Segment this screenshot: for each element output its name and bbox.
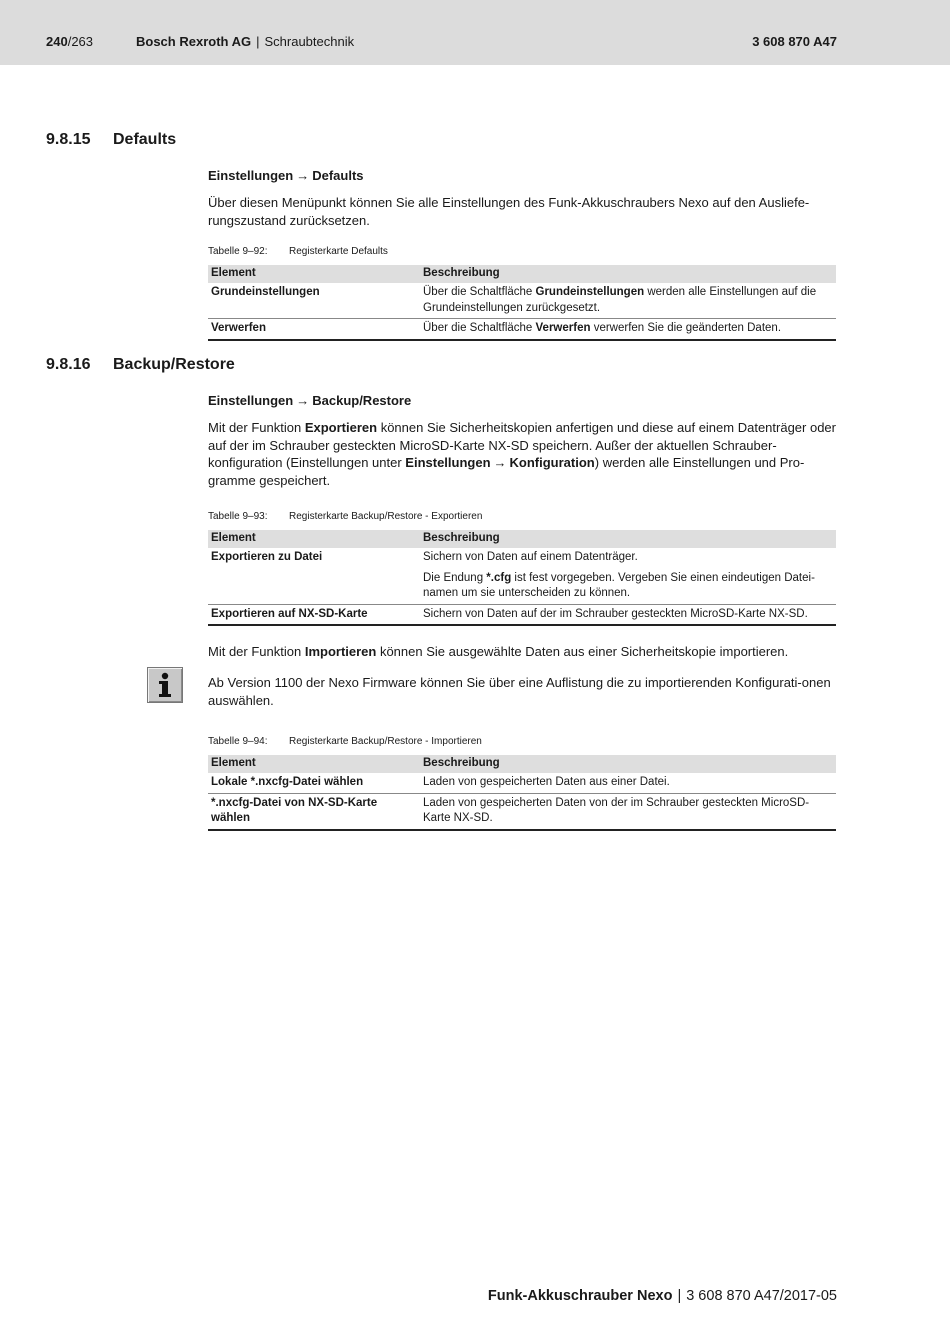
cell-element: *.nxcfg-Datei von NX-SD-Karte wählen xyxy=(211,796,378,824)
cell-description: Sichern von Daten auf einem Datenträger. Die Endung *.cfg ist fest vorgegeben. Vergeben Sie einen eindeutigen Datei-namen um sie unterscheiden zu können. xyxy=(420,548,836,604)
info-note: Ab Version 1100 der Nexo Firmware können Sie über eine Auflistung die zu importierenden Konfigurati-onen auswählen. xyxy=(208,675,831,708)
column-header-element: Element xyxy=(208,755,420,773)
import-paragraph: Mit der Funktion Importieren können Sie ausgewählte Daten aus einer Sicherheitskopie importieren. xyxy=(208,644,789,659)
cell-description: Über die Schaltfläche Verwerfen verwerfen Sie die geänderten Daten. xyxy=(423,322,782,334)
cell-element: Lokale *.nxcfg-Datei wählen xyxy=(208,773,420,793)
page-header xyxy=(0,0,950,65)
column-header-element: Element xyxy=(208,265,420,283)
cell-description: Laden von gespeicherten Daten von der im Schrauber gesteckten MicroSD-Karte NX-SD. xyxy=(423,796,810,824)
backup-intro: Mit der Funktion Exportieren können Sie Sicherheitskopien anfertigen und diese auf einem Datenträger oder auf der im Schrauber gesteckten MicroSD-Karte NX-SD speichern. Außer der aktuellen Schrauber-konfiguration (Einstellungen unter Einstellungen → Konfiguration) werden alle Einstellungen und Pro-gramme gespeichert. xyxy=(208,420,836,488)
table-caption-93: Tabelle 9–93: Registerkarte Backup/Restore - Exportieren xyxy=(208,511,483,522)
page-number: 240/263 xyxy=(46,34,94,49)
menu-path-backup-restore: Einstellungen → Backup/Restore xyxy=(208,393,412,408)
header-company: Bosch Rexroth AG | Schraubtechnik xyxy=(136,34,355,49)
header-doc-number: 3 608 870 A47 xyxy=(752,34,837,49)
table-caption-94: Tabelle 9–94: Registerkarte Backup/Restore - Importieren xyxy=(208,736,482,747)
table-header-row xyxy=(208,530,836,548)
table-header-row xyxy=(208,265,836,283)
table-import-wrap xyxy=(208,755,838,831)
section-heading-defaults: 9.8.15 Defaults xyxy=(46,131,177,148)
menu-path-defaults: Einstellungen → Defaults xyxy=(208,168,364,183)
cell-element: Exportieren auf NX-SD-Karte xyxy=(211,607,368,620)
table-defaults xyxy=(208,265,836,341)
cell-element: Exportieren zu Datei xyxy=(208,548,420,604)
cell-element: Grundeinstellungen xyxy=(208,283,420,319)
defaults-intro: Über diesen Menüpunkt können Sie alle Einstellungen des Funk-Akkuschraubers Nexo auf den Ausliefe-rungszustand zurücksetzen. xyxy=(208,195,810,228)
cell-description: Laden von gespeicherten Daten aus einer Datei. xyxy=(420,773,836,793)
cell-element: Verwerfen xyxy=(211,322,266,334)
table-defaults-wrap xyxy=(208,265,838,341)
page-footer: Funk-Akkuschrauber Nexo | 3 608 870 A47/2017-05 xyxy=(487,1288,837,1304)
table-header-row xyxy=(208,755,836,773)
cell-description: Über die Schaltfläche Grundeinstellungen werden alle Einstellungen auf die Grundeinstellungen zurückgesetzt. xyxy=(420,283,836,319)
table-import xyxy=(208,755,836,831)
info-icon xyxy=(147,667,183,703)
column-header-description: Beschreibung xyxy=(420,755,836,773)
cell-description: Sichern von Daten auf der im Schrauber gesteckten MicroSD-Karte NX-SD. xyxy=(423,607,808,620)
table-caption-92: Tabelle 9–92: Registerkarte Defaults xyxy=(208,246,388,257)
table-row xyxy=(208,548,836,604)
section-heading-backup-restore: 9.8.16 Backup/Restore xyxy=(46,356,235,373)
table-export xyxy=(208,530,836,626)
table-row xyxy=(208,283,836,319)
column-header-description: Beschreibung xyxy=(420,265,836,283)
table-row xyxy=(208,604,836,625)
column-header-description: Beschreibung xyxy=(420,530,836,548)
table-row xyxy=(208,793,836,830)
table-export-wrap xyxy=(208,530,838,626)
table-row xyxy=(208,773,836,793)
column-header-element: Element xyxy=(208,530,420,548)
table-row xyxy=(208,319,836,340)
